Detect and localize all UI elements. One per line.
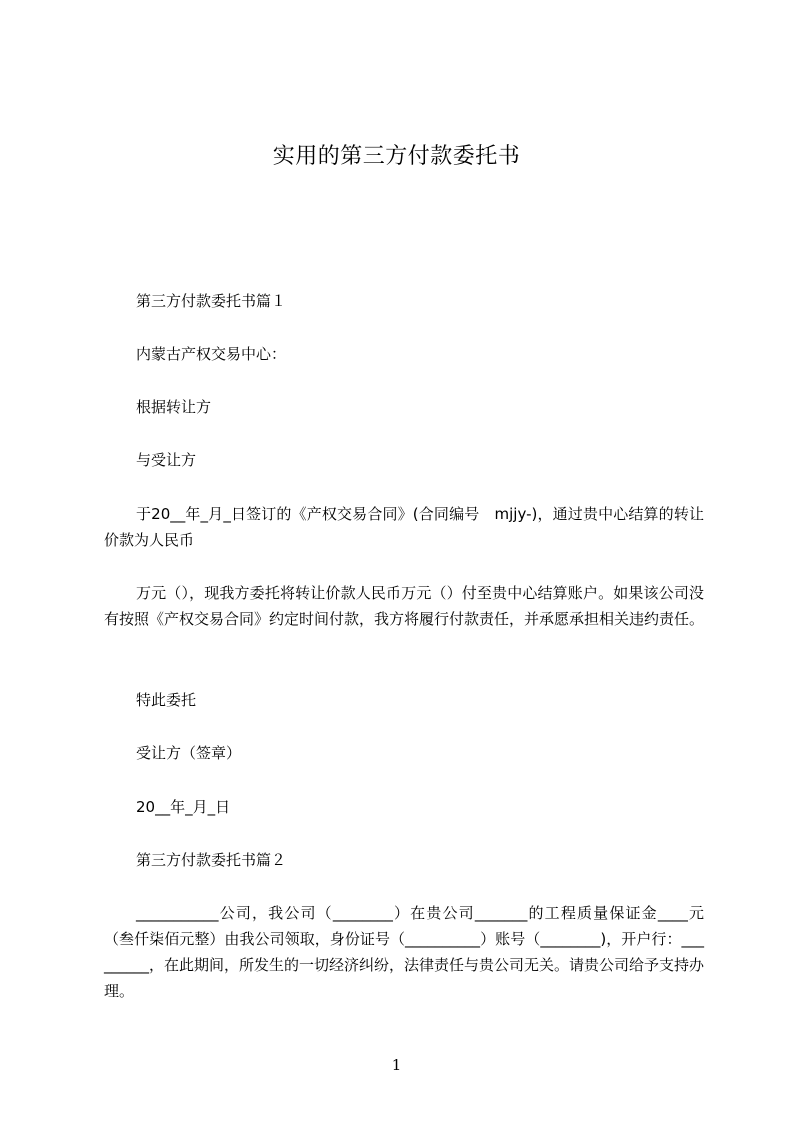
paragraph-contract: 于20__年_月_日签订的《产权交易合同》(合同编号 mjjy-)，通过贵中心结算的转让价款为人民币 [104, 505, 704, 549]
paragraph-entrust: 特此委托 [136, 691, 197, 709]
section-heading-2: 第三方付款委托书篇２ [136, 851, 287, 869]
document-title: 实用的第三方付款委托书 [272, 144, 521, 169]
section-heading-1: 第三方付款委托书篇１ [136, 292, 287, 310]
paragraph-transferee: 与受让方 [136, 451, 197, 469]
page-number: 1 [391, 1056, 402, 1074]
date-line: 20__年_月_日 [136, 798, 231, 816]
paragraph-guarantee: ___________公司，我公司（________）在贵公司_______的工程质量保证金____元（叁仟柒佰元整）由我公司领取，身份证号（__________）账号（________)，开户行：_________，在此期间，所发生的一切经济纠纷，法律责任与贵公司无关。请贵公司给予支持办理。 [104, 904, 705, 1000]
signature-line: 受让方（签章） [136, 744, 242, 762]
recipient-line: 内蒙古产权交易中心： [136, 345, 287, 363]
paragraph-transferor: 根据转让方 [136, 398, 212, 416]
paragraph-payment: 万元（），现我方委托将转让价款人民币万元（）付至贵中心结算账户。如果该公司没有按照《产权交易合同》约定时间付款，我方将履行付款责任，并承愿承担相关违约责任。 [104, 584, 705, 628]
